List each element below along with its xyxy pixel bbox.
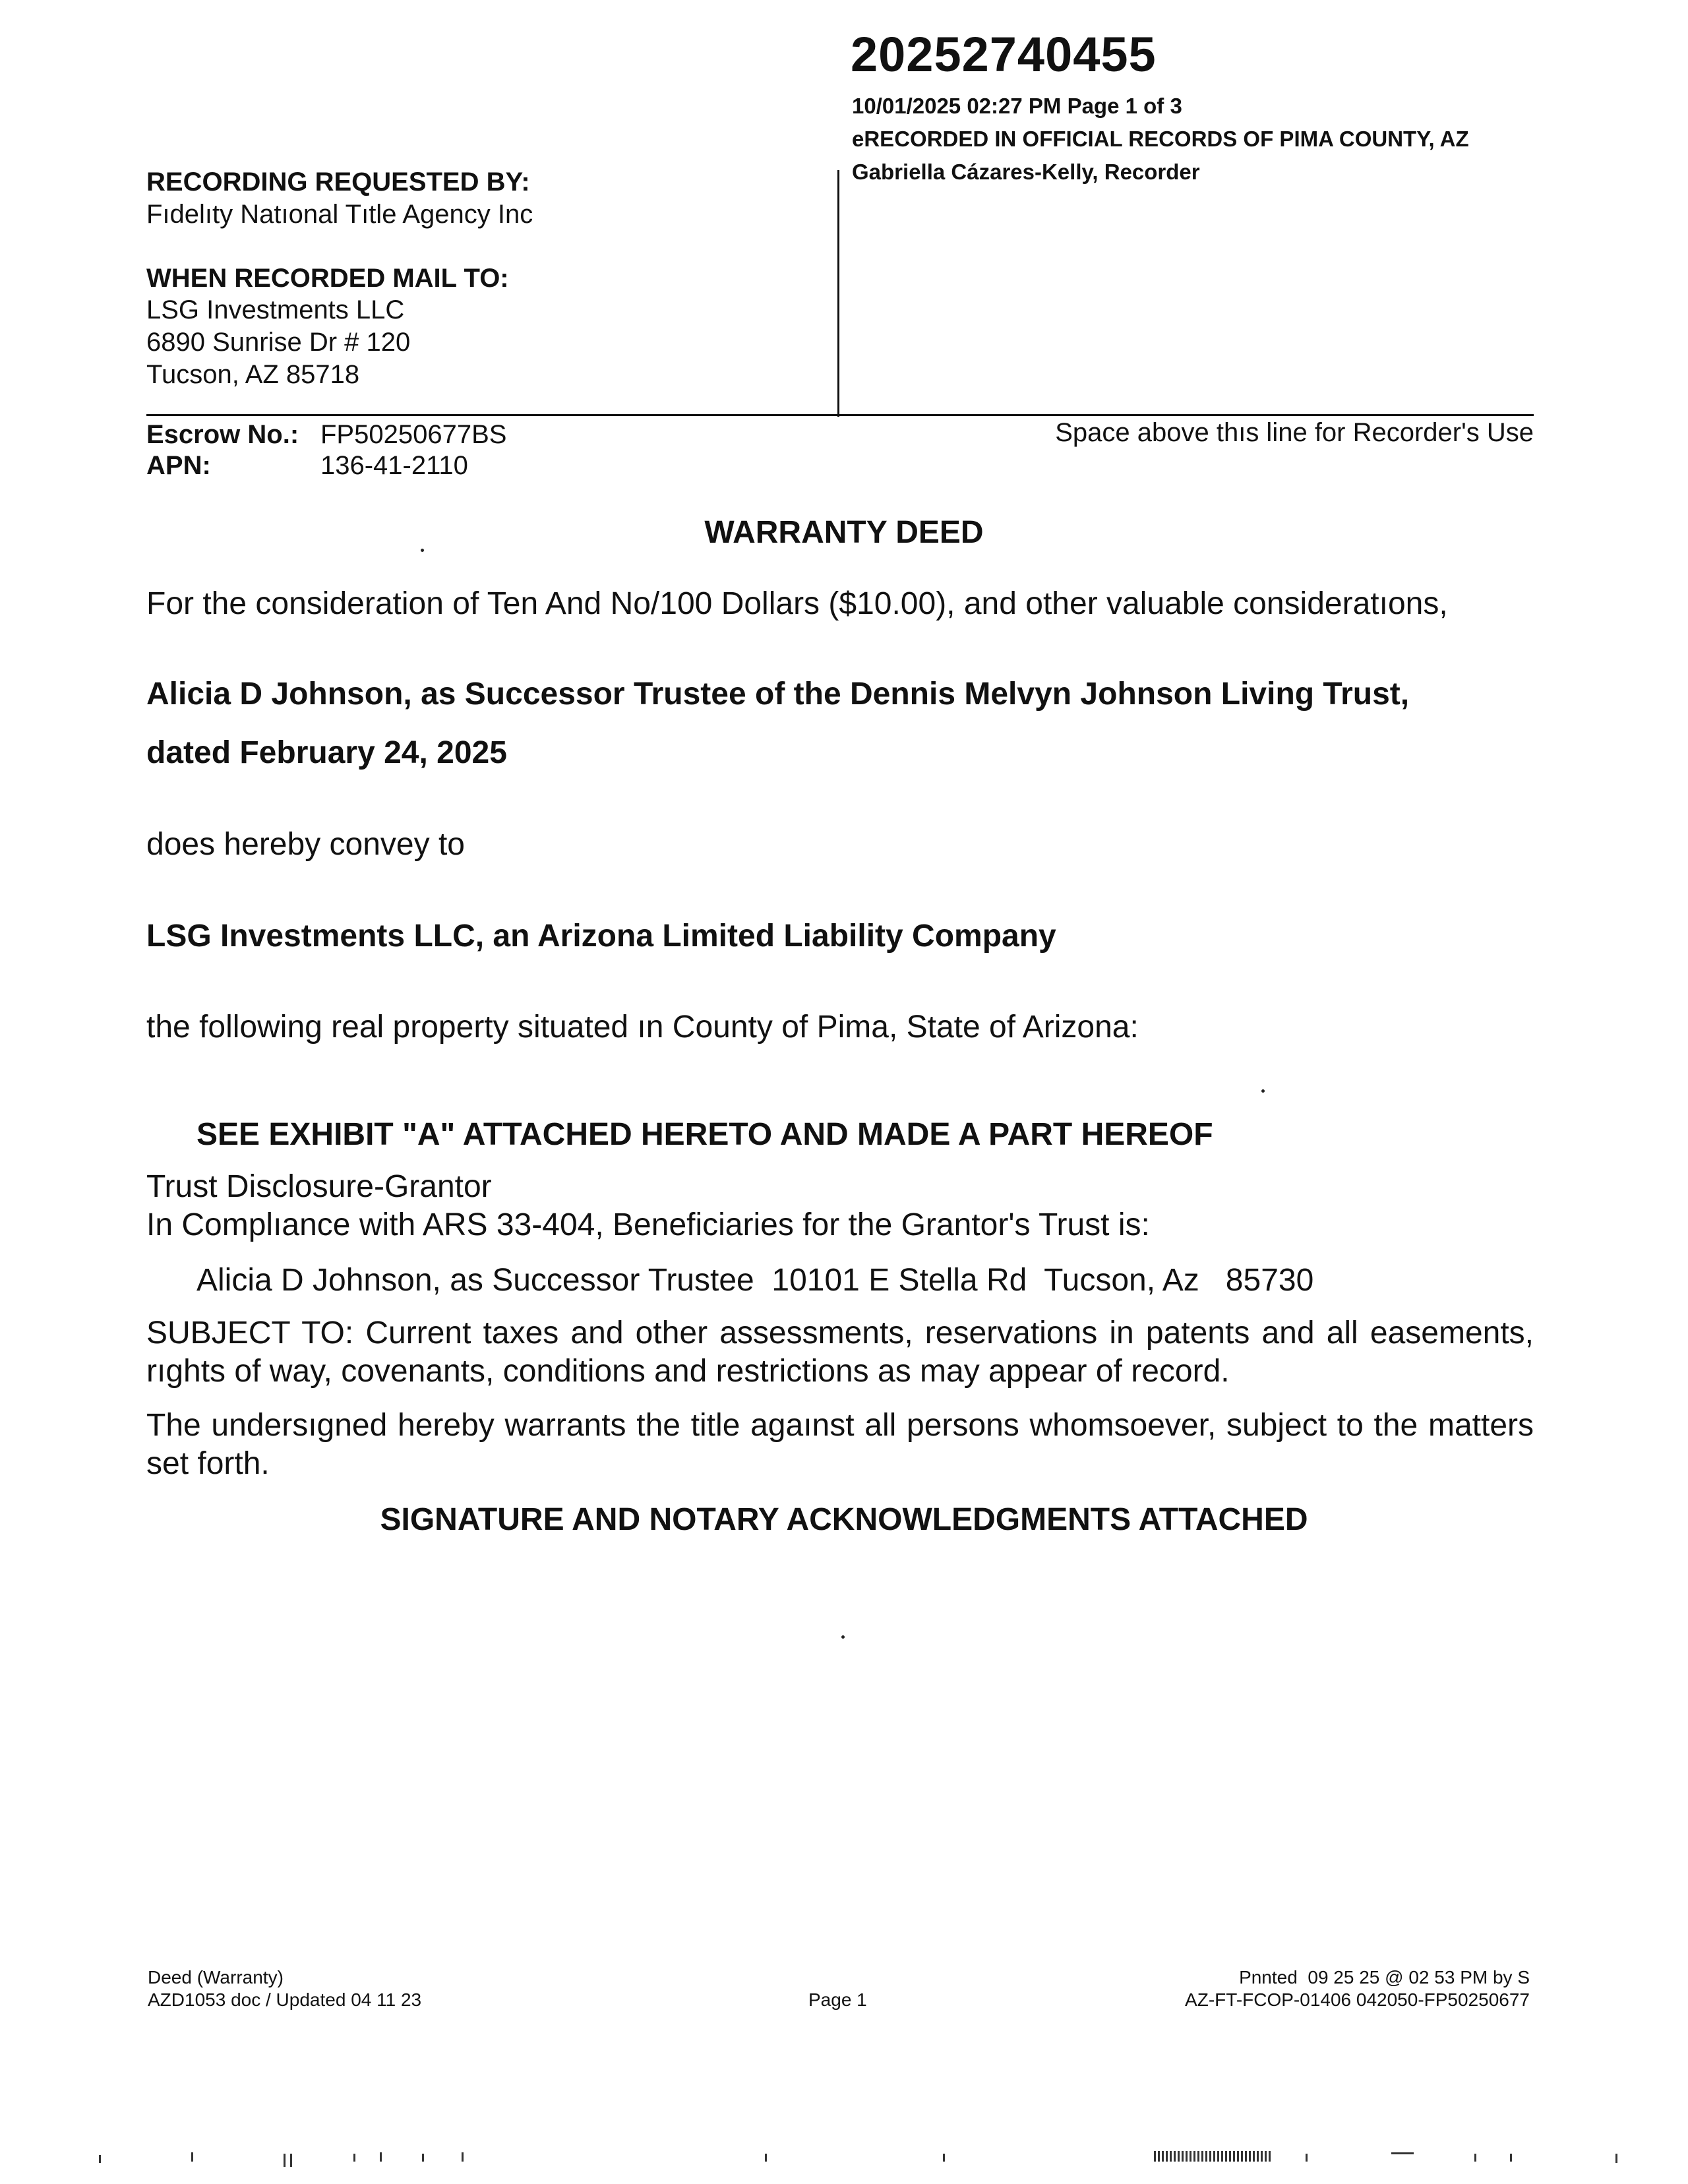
consideration-clause: For the consideration of Ten And No/100 Dollars ($10.00), and other valuable consideratıons, (146, 586, 1448, 621)
exhibit-reference: SEE EXHIBIT "A" ATTACHED HERETO AND MADE A PART HEREOF (196, 1117, 1213, 1152)
scan-mark (1391, 2152, 1414, 2154)
scan-mark (1306, 2154, 1308, 2162)
footer-page-number: Page 1 (808, 1989, 867, 2010)
warranty-clause: The undersıgned hereby warrants the title agaınst all persons whomsoever, subject to the matters set forth. (146, 1408, 1534, 1481)
recorder-name: Gabriella Cázares-Kelly, Recorder (852, 160, 1200, 184)
compliance-statement: In Complıance with ARS 33-404, Beneficiaries for the Grantor's Trust is: (146, 1207, 1150, 1242)
escrow-number: FP50250677BS (320, 420, 507, 449)
apn-label: APN: (146, 451, 211, 480)
scan-mark (1474, 2154, 1476, 2162)
footer-print-info (1185, 1966, 1530, 2011)
document-title: WARRANTY DEED (704, 515, 984, 550)
scan-barcode-fragment (1154, 2151, 1273, 2162)
convey-clause: does hereby convey to (146, 827, 465, 862)
apn-number: 136-41-2110 (320, 451, 468, 480)
mail-to-line2: 6890 Sunrise Dr # 120 (146, 328, 411, 357)
scan-mark (380, 2152, 382, 2162)
scan-mark (462, 2152, 464, 2162)
mail-to-label: WHEN RECORDED MAIL TO: (146, 264, 509, 293)
scan-mark (765, 2154, 767, 2162)
scan-mark (353, 2154, 355, 2162)
scan-mark (99, 2155, 101, 2163)
signature-notice: SIGNATURE AND NOTARY ACKNOWLEDGMENTS ATTACHED (380, 1502, 1308, 1537)
recording-number: 20252740455 (851, 27, 1157, 82)
recorder-use-line (146, 414, 1534, 416)
erecorded-notice: eRECORDED IN OFFICIAL RECORDS OF PIMA COUNTY, AZ (852, 127, 1469, 151)
subject-to-clause: SUBJECT TO: Current taxes and other assessments, reservations in patents and all easements, rıghts of way, covenants, conditions and restrictions as may appear of record. (146, 1316, 1534, 1389)
scan-mark (1615, 2154, 1617, 2163)
mail-to-line1: LSG Investments LLC (146, 295, 405, 324)
scan-speck (1261, 1089, 1265, 1093)
footer-form-info (148, 1966, 421, 2011)
scan-mark (943, 2154, 945, 2162)
requested-by-name: Fıdelıty Natıonal Tıtle Agency Inc (146, 200, 533, 229)
scan-mark (284, 2154, 286, 2167)
footer-printed: Pnnted 09 25 25 @ 02 53 PM by S (1239, 1967, 1530, 1987)
footer-form-name: Deed (Warranty) (148, 1967, 284, 1987)
footer-file-ref: AZ-FT-FCOP-01406 042050-FP50250677 (1185, 1989, 1530, 2010)
trust-disclosure: Trust Disclosure-Grantor (146, 1169, 492, 1204)
requested-by-label: RECORDING REQUESTED BY: (146, 167, 530, 197)
grantor-line2: dated February 24, 2025 (146, 735, 507, 770)
beneficiary-line: Alicia D Johnson, as Successor Trustee 10101 E Stella Rd Tucson, Az 85730 (196, 1263, 1314, 1298)
property-clause: the following real property situated ın County of Pima, State of Arizona: (146, 1010, 1139, 1045)
grantee-name: LSG Investments LLC, an Arizona Limited Liability Company (146, 919, 1056, 954)
scan-mark (191, 2152, 193, 2162)
escrow-label: Escrow No.: (146, 420, 299, 449)
scan-mark (290, 2154, 292, 2167)
recorder-use-note: Space above thıs line for Recorder's Use (1055, 418, 1534, 447)
mail-to-line3: Tucson, AZ 85718 (146, 360, 360, 389)
scan-mark (1510, 2154, 1512, 2162)
scan-speck (841, 1635, 845, 1639)
scan-speck (421, 549, 424, 552)
scan-mark (422, 2154, 424, 2162)
header-divider-vertical (837, 170, 839, 417)
footer-form-id: AZD1053 doc / Updated 04 11 23 (148, 1989, 422, 2010)
recording-date-page: 10/01/2025 02:27 PM Page 1 of 3 (852, 94, 1182, 118)
grantor-line1: Alicia D Johnson, as Successor Trustee of the Dennis Melvyn Johnson Living Trust, (146, 677, 1410, 712)
